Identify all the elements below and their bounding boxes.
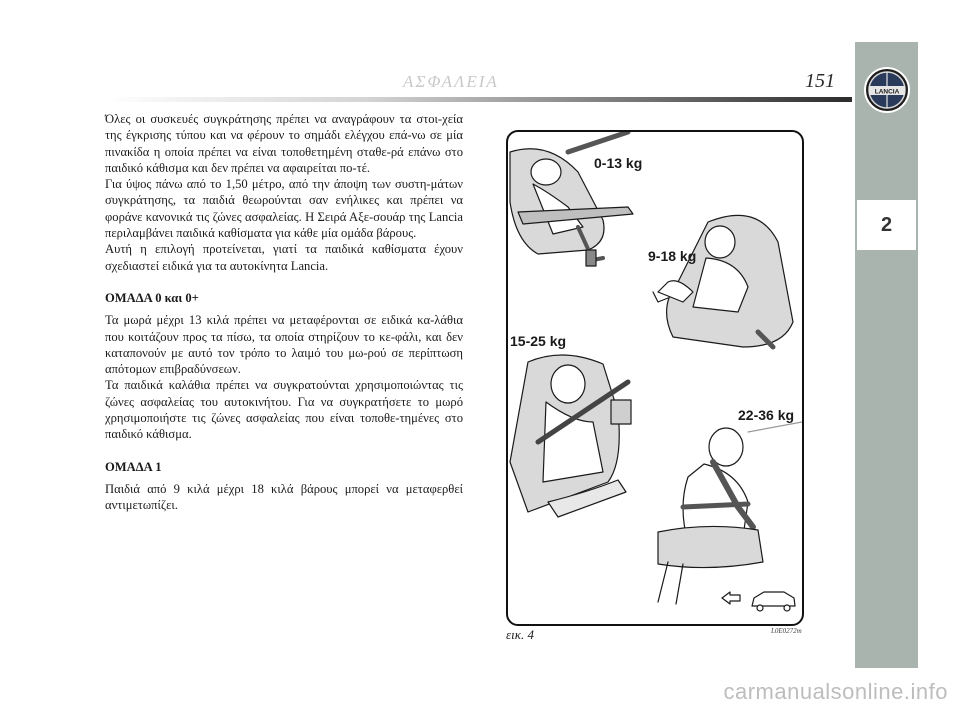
figure-code: L0E0272m: [771, 627, 802, 635]
booster-cushion-drawing: [658, 422, 802, 604]
page-number: 151: [805, 70, 835, 92]
paragraph: Τα παιδικά καλάθια πρέπει να συγκρατούνται χρησιμοποιώντας τις ζώνες ασφαλείας του αυτοκινήτου. Για να συγκρατήσετε το μωρό χρησιμοποιήστε τις ζώνες ασφαλείας που είναι τοποθε-τημένες στο παιδικό κάθισμα.: [105, 378, 463, 442]
header-rule: [105, 97, 852, 102]
section-title: ΑΣΦΑΛΕΙΑ: [403, 72, 499, 91]
section-heading: ΟΜΑΔΑ 0 και 0+: [105, 290, 199, 305]
body-text: [105, 111, 463, 514]
paragraph: Παιδιά από 9 κιλά μέχρι 18 κιλά βάρους μπορεί να μεταφερθεί αντιμετωπίζει.: [105, 481, 463, 513]
paragraph: Για ύψος πάνω από το 1,50 μέτρο, από την άποψη των συστη-μάτων συγκράτησης, τα παιδιά θεωρούνται σαν ενήλικες και πρέπει να φοράνε κανονικά τις ζώνες ασφαλείας. Η Σειρά Αξε-σουάρ της Lancia περιλαμβάνει παιδικά καθίσματα για κάθε μία ομάδα βάρους.: [105, 177, 463, 241]
weight-label: 9-18 kg: [648, 248, 697, 264]
toddler-seat-drawing: [653, 215, 793, 347]
paragraph: Αυτή η επιλογή προτείνεται, γιατί τα παιδικά καθίσματα έχουν σχεδιαστεί ειδικά για τα αυτοκίνητα Lancia.: [105, 242, 463, 273]
paragraph: Όλες οι συσκευές συγκράτησης πρέπει να αναγράφουν τα στοι-χεία της έγκρισης τύπου και να φέρουν το σημάδι ελέγχου επά-νω σε μία πινακίδα η οποία πρέπει να είναι τοποθετημένη σταθε-ρά επάνω στο παιδικό κάθισμα και δεν πρέπει να αφαιρείται πο-τέ.: [105, 112, 463, 175]
logo-text: LANCIA: [874, 88, 900, 96]
paragraph: Τα μωρά μέχρι 13 κιλά πρέπει να μεταφέρονται σε ειδικά κα-λάθια που κοιτάζουν προς τα πίσω, τα οποία στηρίζουν το κε-φάλι, και δεν καταπονούν με αυτό τον τρόπο το λαιμό του μω-ρού σε περίπτωση απότομων επιβραδύνσεων.: [105, 313, 463, 377]
child-seat-illustration: [506, 130, 804, 626]
booster-backrest-drawing: [510, 355, 631, 517]
figure-caption: εικ. 4: [506, 627, 534, 642]
chapter-number: 2: [857, 200, 916, 250]
watermark: carmanualsonline.info: [723, 679, 948, 704]
weight-label: 15-25 kg: [510, 333, 567, 349]
car-direction-icon: [722, 592, 795, 611]
weight-label: 22-36 kg: [738, 407, 795, 423]
chapter-side-tab: [855, 42, 918, 668]
weight-label: 0-13 kg: [594, 155, 643, 171]
baby-carrier-drawing: [510, 132, 633, 266]
section-heading: ΟΜΑΔΑ 1: [105, 459, 162, 474]
lancia-logo-icon: [862, 66, 912, 114]
